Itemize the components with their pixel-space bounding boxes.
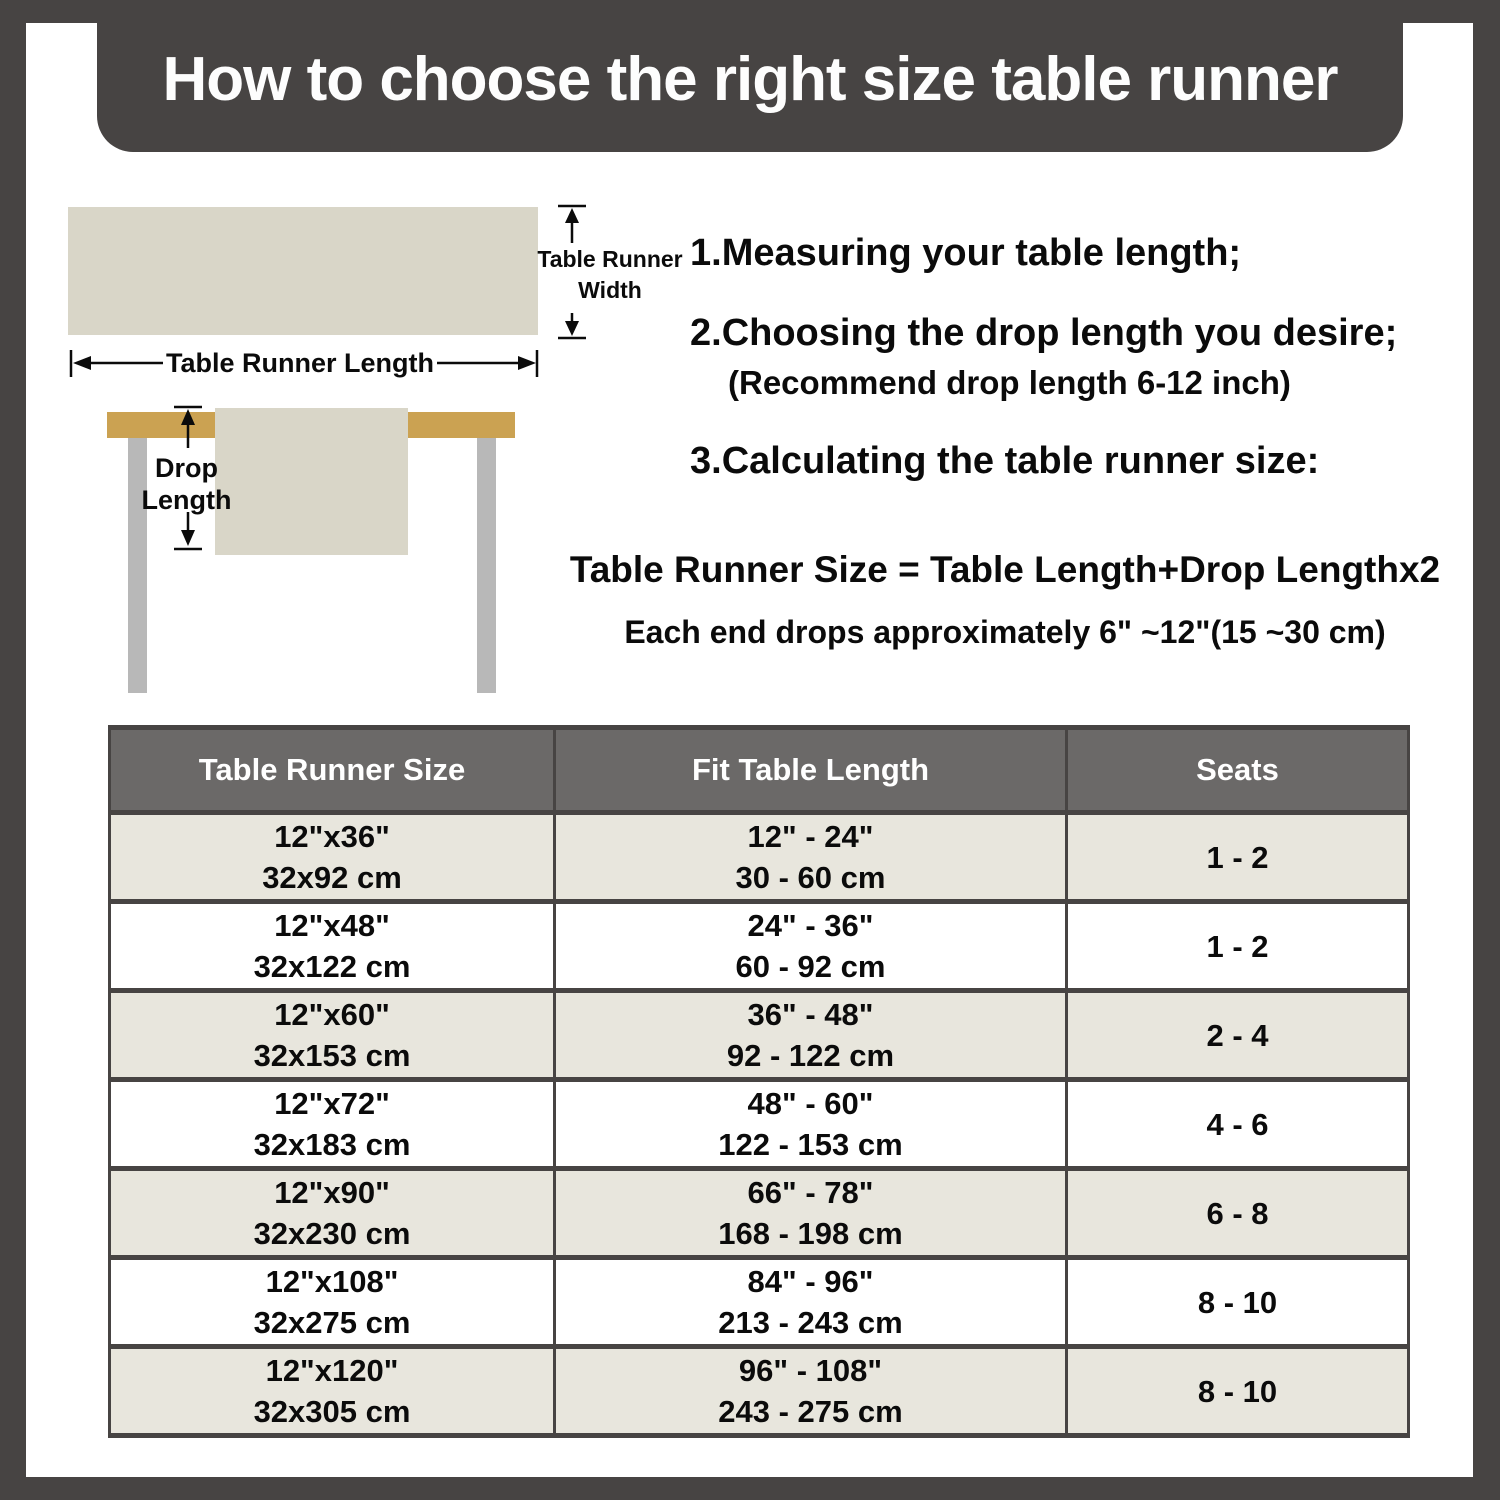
formula-note: Each end drops approximately 6" ~12"(15 ~30 cm) bbox=[624, 614, 1386, 650]
step-1: 1.Measuring your table length; bbox=[690, 232, 1242, 274]
header-seats: Seats bbox=[1067, 728, 1409, 813]
seats-value: 6 - 8 bbox=[1067, 1169, 1409, 1258]
step-2-note: (Recommend drop length 6-12 inch) bbox=[728, 364, 1291, 401]
step-2: 2.Choosing the drop length you desire; bbox=[690, 312, 1398, 354]
table-header-row bbox=[110, 728, 1409, 813]
runner-size-cm: 32x122 cm bbox=[253, 949, 411, 984]
runner-size-in: 12"x48" bbox=[274, 908, 390, 943]
drop-label-line2: Length bbox=[141, 485, 232, 515]
runner-size-cm: 32x305 cm bbox=[253, 1394, 411, 1429]
table-row bbox=[110, 1347, 1409, 1436]
size-chart-table bbox=[108, 725, 1410, 1438]
fit-length-in: 36" - 48" bbox=[747, 997, 874, 1032]
header-runner-size: Table Runner Size bbox=[110, 728, 555, 813]
seats-value: 2 - 4 bbox=[1067, 991, 1409, 1080]
runner-size-in: 12"x120" bbox=[265, 1353, 399, 1388]
fit-length-cm: 168 - 198 cm bbox=[718, 1216, 903, 1251]
seats-value: 4 - 6 bbox=[1067, 1080, 1409, 1169]
fit-length-cm: 30 - 60 cm bbox=[735, 860, 886, 895]
fit-length-in: 66" - 78" bbox=[747, 1175, 874, 1210]
table-row bbox=[110, 1169, 1409, 1258]
fit-length-cm: 122 - 153 cm bbox=[718, 1127, 903, 1162]
runner-drape bbox=[215, 408, 408, 555]
table-row bbox=[110, 902, 1409, 991]
fit-length-cm: 243 - 275 cm bbox=[718, 1394, 903, 1429]
fit-length-in: 24" - 36" bbox=[747, 908, 874, 943]
title-banner bbox=[97, 0, 1403, 152]
table-row bbox=[110, 1080, 1409, 1169]
header-fit-length: Fit Table Length bbox=[555, 728, 1067, 813]
length-dimension-label: Table Runner Length bbox=[163, 347, 437, 380]
runner-size-in: 12"x108" bbox=[265, 1264, 399, 1299]
runner-size-in: 12"x90" bbox=[274, 1175, 390, 1210]
step-3: 3.Calculating the table runner size: bbox=[690, 440, 1320, 482]
table-row bbox=[110, 991, 1409, 1080]
fit-length-in: 84" - 96" bbox=[747, 1264, 874, 1299]
fit-length-in: 12" - 24" bbox=[747, 819, 874, 854]
table-row bbox=[110, 1258, 1409, 1347]
seats-value: 1 - 2 bbox=[1067, 813, 1409, 902]
runner-size-cm: 32x230 cm bbox=[253, 1216, 411, 1251]
fit-length-in: 48" - 60" bbox=[747, 1086, 874, 1121]
formula: Table Runner Size = Table Length+Drop Lengthx2 bbox=[569, 549, 1441, 590]
fit-length-cm: 213 - 243 cm bbox=[718, 1305, 903, 1340]
runner-size-cm: 32x275 cm bbox=[253, 1305, 411, 1340]
drop-label-line1: Drop bbox=[155, 453, 218, 483]
fit-length-cm: 92 - 122 cm bbox=[726, 1038, 895, 1073]
seats-value: 1 - 2 bbox=[1067, 902, 1409, 991]
runner-top-view bbox=[68, 207, 538, 335]
runner-size-in: 12"x36" bbox=[274, 819, 390, 854]
fit-length-in: 96" - 108" bbox=[738, 1353, 883, 1388]
runner-size-in: 12"x60" bbox=[274, 997, 390, 1032]
seats-value: 8 - 10 bbox=[1067, 1347, 1409, 1436]
width-dimension-label bbox=[535, 244, 685, 306]
page-title: How to choose the right size table runner bbox=[162, 44, 1338, 114]
seats-value: 8 - 10 bbox=[1067, 1258, 1409, 1347]
drop-dimension-label bbox=[134, 452, 239, 516]
width-label-line1: Table Runner bbox=[537, 246, 683, 272]
runner-size-cm: 32x153 cm bbox=[253, 1038, 411, 1073]
table-row bbox=[110, 813, 1409, 902]
runner-size-cm: 32x183 cm bbox=[253, 1127, 411, 1162]
runner-size-cm: 32x92 cm bbox=[262, 860, 402, 895]
runner-size-in: 12"x72" bbox=[274, 1086, 390, 1121]
fit-length-cm: 60 - 92 cm bbox=[735, 949, 886, 984]
table-leg-right bbox=[477, 438, 496, 693]
width-label-line2: Width bbox=[578, 277, 642, 303]
